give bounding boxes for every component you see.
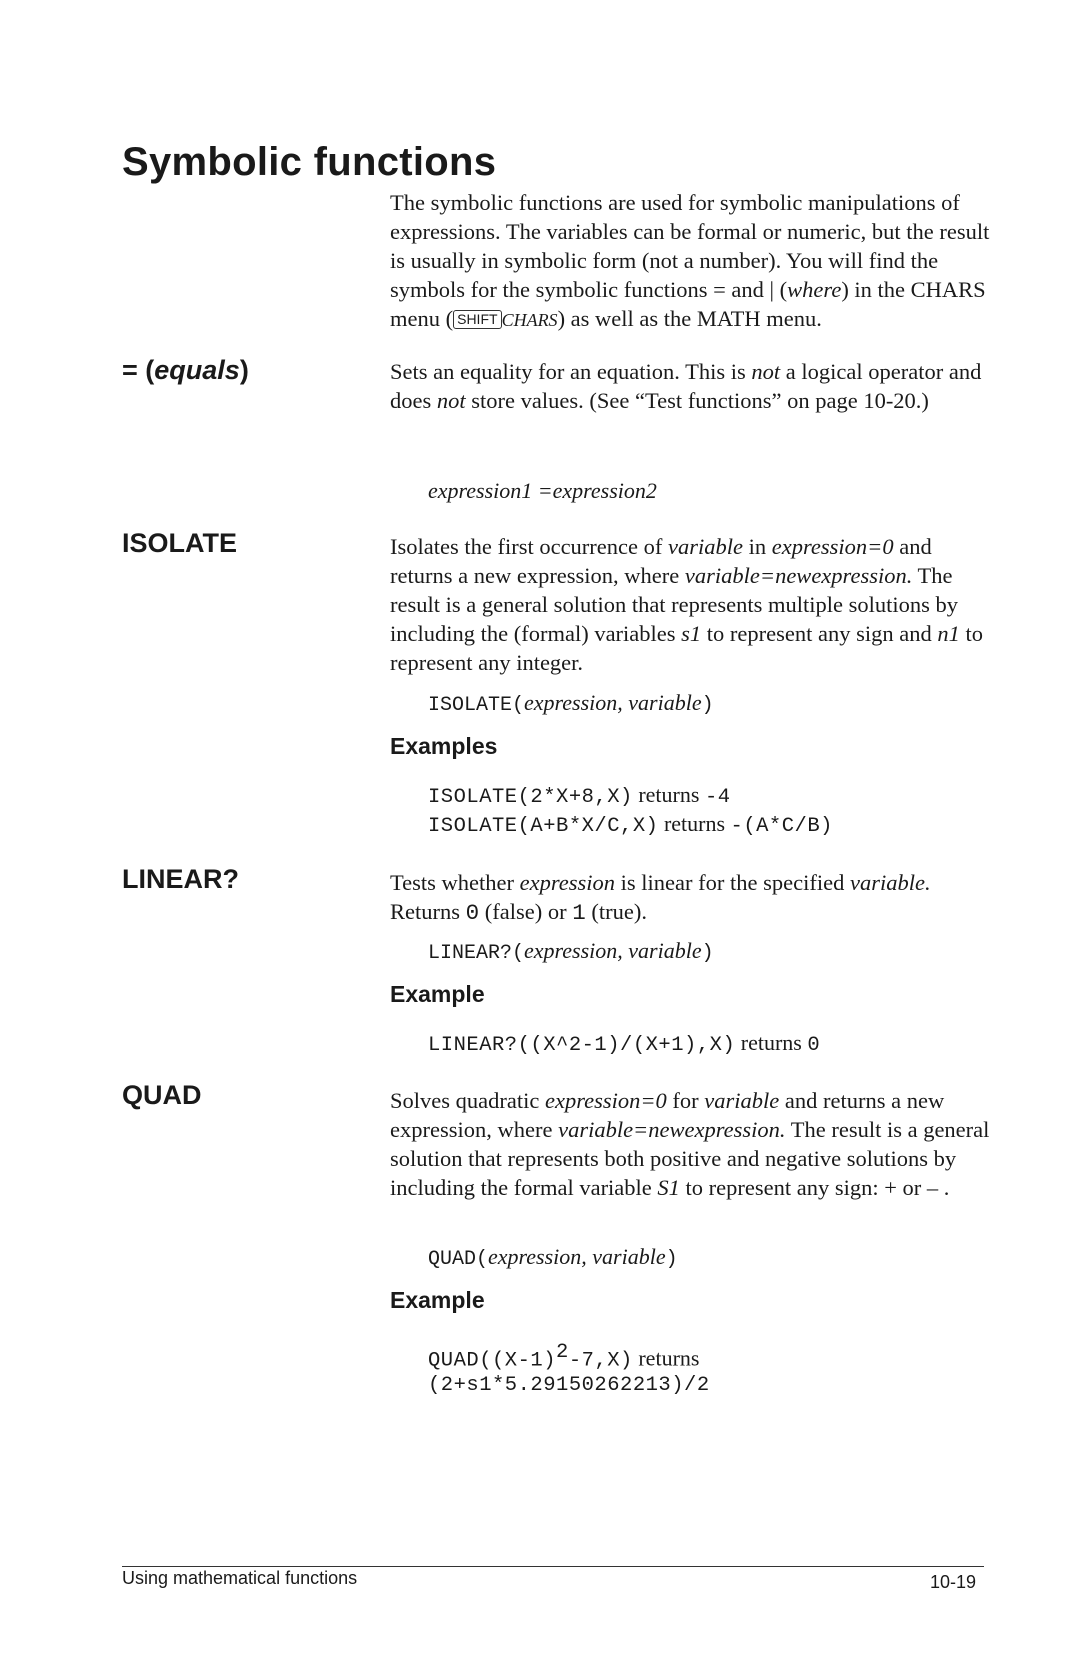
page-number: 10-19	[930, 1572, 977, 1592]
shift-key-icon: SHIFT	[453, 310, 501, 329]
linear-example-heading: Example	[390, 981, 485, 1007]
equals-description: Sets an equality for an equation. This is not a logical operator and does not store values. (See “Test functions” on page 10-20.)	[390, 359, 982, 413]
linear-heading: LINEAR?	[122, 864, 239, 894]
footer-section-title: Using mathematical functions	[122, 1568, 358, 1588]
intro-paragraph: The symbolic functions are used for symbolic manipulations of expressions. The variables can be formal or numeric, but the result is usually in symbolic form (not a number). You will find the symbols for the symbolic functions = and | (where) in the CHARS menu ( SHIFT CHARS) as well as the MATH menu.	[390, 190, 990, 331]
linear-description: Tests whether expression is linear for the specified variable. Returns 0 (false) or 1 (true).	[390, 870, 931, 926]
isolate-description: Isolates the first occurrence of variable in expression=0 and returns a new expression, where variable=newexpression. The result is a general solution that represents multiple solutions by including the (formal) variables s1 to represent any sign and n1 to represent any integer.	[390, 534, 983, 675]
isolate-example-2: ISOLATE(A+B*X/C,X) returns -(A*C/B)	[428, 811, 833, 838]
isolate-examples-heading: Examples	[390, 733, 498, 759]
equals-heading: = (equals)	[122, 355, 249, 385]
quad-example-result: (2+s1*5.29150262213)/2	[428, 1374, 710, 1397]
page-title: Symbolic functions	[122, 140, 497, 184]
quad-example: $QUAD((X-1)^2-7,X)$ returns	[428, 1341, 700, 1373]
quad-heading: QUAD	[122, 1080, 202, 1110]
quad-description: Solves quadratic expression=0 for variable and returns a new expression, where variable=newexpression. The result is a general solution that represents both positive and negative solutions by including the formal variable S1 to represent any sign: + or – .	[390, 1088, 990, 1200]
isolate-heading: ISOLATE	[122, 528, 238, 558]
footer-rule	[122, 1566, 984, 1567]
quad-syntax: QUAD(expression, variable)	[428, 1244, 678, 1271]
linear-syntax: LINEAR?(expression, variable)	[428, 938, 714, 965]
equals-syntax: expression1 =expression2	[428, 478, 657, 503]
quad-example-heading: Example	[390, 1287, 485, 1313]
linear-example: LINEAR?((X^2-1)/(X+1),X) returns 0	[428, 1030, 821, 1057]
isolate-example-1: ISOLATE(2*X+8,X) returns -4	[428, 782, 731, 809]
isolate-syntax: ISOLATE(expression, variable)	[428, 690, 714, 717]
